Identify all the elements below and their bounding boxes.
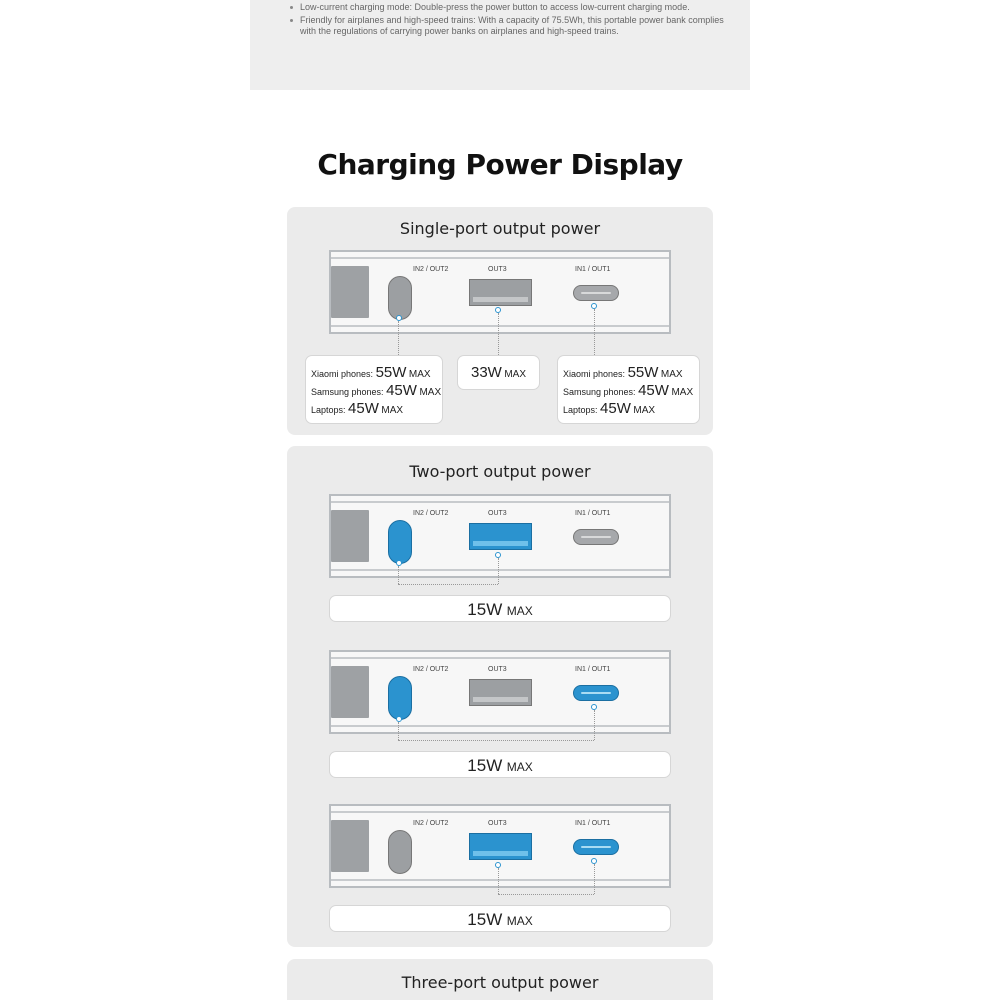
port-label-in1-out1: IN1 / OUT1 [575,820,611,827]
power-bank-diagram [329,250,671,334]
power-bank-diagram [329,650,671,734]
connector-line [594,309,595,355]
device-label: Samsung phones: [311,387,384,397]
port-dot [396,315,402,321]
usb-a-port-active [469,833,532,860]
power-unit: MAX [419,387,442,398]
power-unit: MAX [671,387,694,398]
power-value: 45W [348,400,379,417]
connector-line [498,313,499,355]
usb-c-port-right-active [573,839,619,855]
port-label-in2-out2: IN2 / OUT2 [413,266,449,273]
power-bank-block [331,820,369,872]
power-box-out3 [457,355,540,390]
port-label-in2-out2: IN2 / OUT2 [413,510,449,517]
power-value: 55W [627,364,659,381]
power-unit: MAX [506,604,533,618]
connector-line [594,710,595,740]
usb-a-port [469,279,532,306]
card-title: Three-port output power [401,973,599,992]
port-label-out3: OUT3 [488,820,507,827]
port-label-in1-out1: IN1 / OUT1 [575,666,611,673]
connector-line [498,894,594,895]
feature-item: Friendly for airplanes and high-speed trains: With a capacity of 75.5Wh, this portable power bank complies with the regulations of carrying power banks on airplanes and high-speed trains. [300,15,730,37]
device-label: Laptops: [311,405,346,415]
power-value: 15W [467,756,503,775]
usb-c-port-left [388,830,412,874]
port-dot [396,560,402,566]
power-unit: MAX [506,914,533,928]
power-value: 15W [467,600,503,619]
usb-a-port-active [469,523,532,550]
usb-c-port-right-active [573,685,619,701]
power-value: 15W [467,910,503,929]
power-value: 55W [375,364,407,381]
connector-line [498,558,499,584]
combined-power-box [329,751,671,778]
card-title: Single-port output power [399,219,601,238]
usb-c-port-left-active [388,676,412,720]
power-unit: MAX [633,405,656,416]
power-value: 33W [470,364,502,381]
power-box-in1-out1 [557,355,700,424]
two-port-card [287,446,713,947]
usb-a-port [469,679,532,706]
port-label-in2-out2: IN2 / OUT2 [413,820,449,827]
device-label: Xiaomi phones: [563,369,626,379]
power-bank-block [331,266,369,318]
port-label-in1-out1: IN1 / OUT1 [575,266,611,273]
power-unit: MAX [381,405,404,416]
port-label-in2-out2: IN2 / OUT2 [413,666,449,673]
combined-power-box [329,905,671,932]
port-label-out3: OUT3 [488,666,507,673]
power-bank-diagram [329,494,671,578]
usb-c-port-right [573,529,619,545]
combined-power-box [329,595,671,622]
feature-item: Low-current charging mode: Double-press the power button to access low-current charging mode. [300,2,730,13]
usb-c-port-left-active [388,520,412,564]
power-box-in2-out2 [305,355,443,424]
usb-c-port-left [388,276,412,320]
port-label-in1-out1: IN1 / OUT1 [575,510,611,517]
feature-list-panel [250,0,750,90]
power-unit: MAX [408,369,431,380]
connector-line [398,584,498,585]
device-label: Samsung phones: [563,387,636,397]
connector-line [398,566,399,584]
power-value: 45W [600,400,631,417]
device-label: Xiaomi phones: [311,369,374,379]
power-unit: MAX [660,369,683,380]
connector-line [498,868,499,894]
port-label-out3: OUT3 [488,266,507,273]
usb-c-port-right [573,285,619,301]
three-port-card [287,959,713,1000]
connector-line [594,864,595,894]
power-bank-diagram [329,804,671,888]
single-port-card [287,207,713,435]
power-value: 45W [386,382,417,399]
section-title: Charging Power Display [317,148,683,181]
device-label: Laptops: [563,405,598,415]
power-unit: MAX [504,369,527,380]
power-value: 45W [638,382,669,399]
power-bank-block [331,510,369,562]
power-bank-block [331,666,369,718]
card-title: Two-port output power [409,462,591,481]
connector-line [398,722,399,740]
connector-line [398,321,399,355]
port-dot [396,716,402,722]
connector-line [398,740,594,741]
port-label-out3: OUT3 [488,510,507,517]
power-unit: MAX [506,760,533,774]
